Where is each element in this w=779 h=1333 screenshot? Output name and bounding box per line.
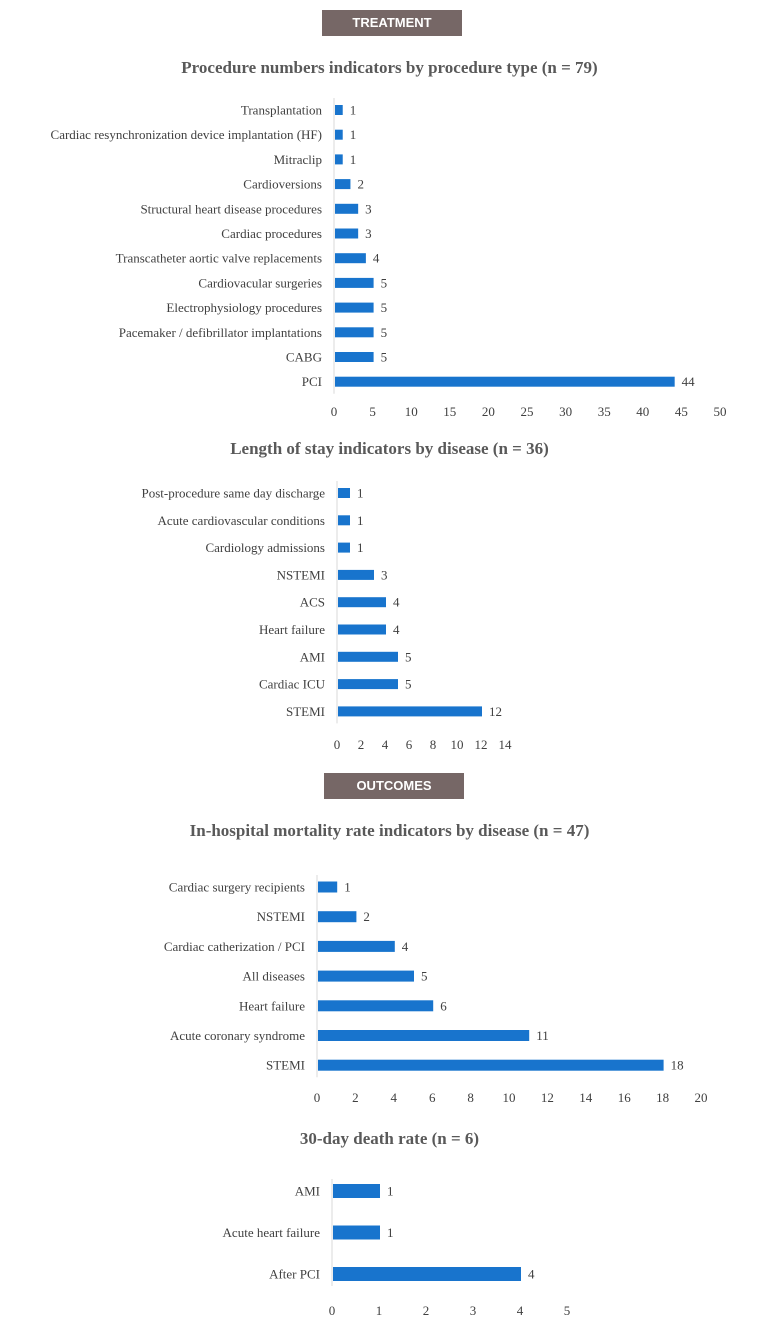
category-label: NSTEMI [256, 909, 305, 925]
data-label: 5 [380, 324, 388, 340]
x-tick-label: 14 [498, 737, 512, 752]
category-label: Cardiac catherization / PCI [163, 938, 305, 954]
x-tick-label: 20 [694, 1090, 708, 1105]
data-label: 2 [357, 176, 364, 192]
category-label: Cardiac resynchronization device implantation (HF) [50, 127, 322, 143]
category-label: CABG [285, 349, 322, 365]
category-label: ACS [299, 594, 325, 610]
bar [335, 253, 366, 263]
bar [335, 105, 343, 115]
bar [335, 278, 374, 288]
data-label: 3 [365, 201, 372, 217]
category-label: All diseases [242, 968, 305, 984]
category-label: Transcatheter aortic valve replacements [115, 250, 322, 266]
data-label: 4 [401, 938, 409, 954]
outcomes-section-banner: OUTCOMES [324, 773, 464, 799]
category-label: Mitraclip [273, 151, 322, 167]
x-tick-label: 16 [617, 1090, 631, 1105]
bar [335, 377, 675, 387]
category-label: STEMI [286, 703, 325, 719]
chart-2-title: Length of stay indicators by disease (n = 36) [230, 439, 549, 458]
bar [318, 882, 337, 893]
data-label: 1 [387, 1225, 394, 1240]
category-label: Cardiology admissions [205, 540, 325, 556]
x-tick-label: 3 [469, 1303, 477, 1318]
x-tick-label: 6 [405, 737, 413, 752]
bar [318, 971, 414, 982]
bar [335, 204, 358, 214]
category-label: Electrophysiology procedures [166, 300, 322, 316]
x-tick-label: 10 [450, 737, 464, 752]
procedure-numbers-chart [0, 95, 779, 420]
bar [318, 1000, 433, 1011]
x-tick-label: 10 [502, 1090, 516, 1105]
bar [318, 1030, 529, 1041]
category-label: STEMI [266, 1057, 305, 1073]
x-tick-label: 20 [481, 404, 495, 419]
bar [338, 625, 386, 635]
bar [338, 679, 398, 689]
x-tick-label: 5 [369, 404, 376, 419]
category-label: PCI [301, 374, 322, 390]
thirty-day-death-rate-chart [0, 1170, 779, 1330]
x-tick-label: 45 [674, 404, 688, 419]
x-tick-label: 25 [520, 404, 534, 419]
data-label: 4 [393, 622, 400, 637]
data-label: 4 [372, 250, 380, 266]
x-tick-label: 2 [357, 737, 365, 752]
chart-1-title: Procedure numbers indicators by procedure type (n = 79) [181, 58, 598, 77]
x-tick-label: 30 [559, 404, 573, 419]
category-label: NSTEMI [276, 567, 325, 583]
bar [335, 229, 358, 239]
in-hospital-mortality-chart [0, 870, 779, 1110]
category-label: Pacemaker / defibrillator implantations [118, 324, 322, 340]
x-tick-label: 0 [333, 737, 341, 752]
category-label: Structural heart disease procedures [140, 201, 322, 217]
bar [338, 706, 482, 716]
category-label: AMI [299, 649, 325, 665]
category-label: Cardioversions [243, 176, 322, 192]
x-tick-label: 4 [390, 1090, 398, 1105]
bar [318, 1060, 664, 1071]
category-label: Cardiovacular surgeries [198, 275, 322, 291]
data-label: 5 [380, 275, 388, 291]
bar [333, 1267, 521, 1281]
x-tick-label: 2 [422, 1303, 430, 1318]
x-tick-label: 10 [404, 404, 418, 419]
category-label: Cardiac ICU [258, 676, 325, 692]
data-label: 44 [681, 374, 695, 390]
treatment-section-banner: TREATMENT [322, 10, 462, 36]
category-label: Heart failure [258, 622, 325, 637]
x-tick-label: 18 [656, 1090, 670, 1105]
data-label: 1 [357, 512, 364, 528]
data-label: 5 [405, 649, 412, 665]
bar [335, 154, 343, 164]
x-tick-label: 8 [467, 1090, 474, 1105]
bar [338, 597, 386, 607]
data-label: 5 [421, 968, 428, 984]
bar [335, 352, 374, 362]
data-label: 1 [344, 879, 351, 895]
category-label: Cardiac surgery recipients [168, 879, 305, 895]
x-tick-label: 4 [381, 737, 389, 752]
x-tick-label: 0 [330, 404, 338, 419]
x-tick-label: 0 [328, 1303, 336, 1318]
bar [338, 570, 374, 580]
x-tick-label: 35 [597, 404, 611, 419]
bar [318, 941, 395, 952]
bar [335, 130, 343, 140]
length-of-stay-chart [0, 478, 779, 758]
category-label: Cardiac procedures [221, 226, 322, 241]
bar [318, 911, 356, 922]
x-tick-label: 0 [313, 1090, 321, 1105]
bar [338, 652, 398, 662]
data-label: 6 [440, 998, 447, 1014]
category-label: Post-procedure same day discharge [141, 485, 325, 501]
data-label: 1 [357, 540, 364, 556]
chart-4-title: 30-day death rate (n = 6) [299, 1129, 480, 1148]
data-label: 3 [381, 567, 388, 583]
x-tick-label: 50 [713, 404, 727, 419]
bar [333, 1226, 380, 1240]
bar [338, 515, 350, 525]
data-label: 1 [349, 151, 357, 167]
data-label: 5 [380, 349, 388, 365]
category-label: Heart failure [238, 998, 305, 1014]
data-label: 3 [365, 226, 372, 241]
data-label: 1 [387, 1183, 394, 1199]
data-label: 5 [380, 300, 388, 316]
category-label: Acute heart failure [222, 1225, 320, 1240]
bar [338, 488, 350, 498]
data-label: 1 [349, 102, 357, 118]
data-label: 11 [536, 1028, 549, 1043]
category-label: Acute cardiovascular conditions [157, 512, 325, 528]
x-tick-label: 5 [563, 1303, 571, 1318]
x-tick-label: 12 [540, 1090, 554, 1105]
x-tick-label: 6 [428, 1090, 436, 1105]
bar [333, 1184, 380, 1198]
bar [335, 327, 374, 337]
data-label: 4 [393, 594, 400, 610]
chart-3-title: In-hospital mortality rate indicators by disease (n = 47) [189, 821, 590, 840]
data-label: 12 [489, 703, 502, 719]
bar [335, 303, 374, 313]
data-label: 1 [357, 485, 364, 501]
x-tick-label: 40 [636, 404, 650, 419]
bar [338, 543, 350, 553]
x-tick-label: 2 [352, 1090, 359, 1105]
data-label: 5 [405, 676, 412, 692]
x-tick-label: 14 [579, 1090, 593, 1105]
data-label: 2 [363, 909, 370, 925]
data-label: 18 [670, 1057, 684, 1073]
x-tick-label: 1 [375, 1303, 383, 1318]
x-tick-label: 12 [474, 737, 488, 752]
category-label: Acute coronary syndrome [169, 1028, 305, 1043]
data-label: 4 [528, 1266, 535, 1282]
category-label: After PCI [269, 1266, 320, 1282]
x-tick-label: 15 [443, 404, 457, 419]
data-label: 1 [349, 127, 357, 143]
category-label: AMI [294, 1183, 320, 1199]
x-tick-label: 8 [429, 737, 437, 752]
bar [335, 179, 350, 189]
category-label: Transplantation [240, 102, 322, 118]
x-tick-label: 4 [516, 1303, 524, 1318]
